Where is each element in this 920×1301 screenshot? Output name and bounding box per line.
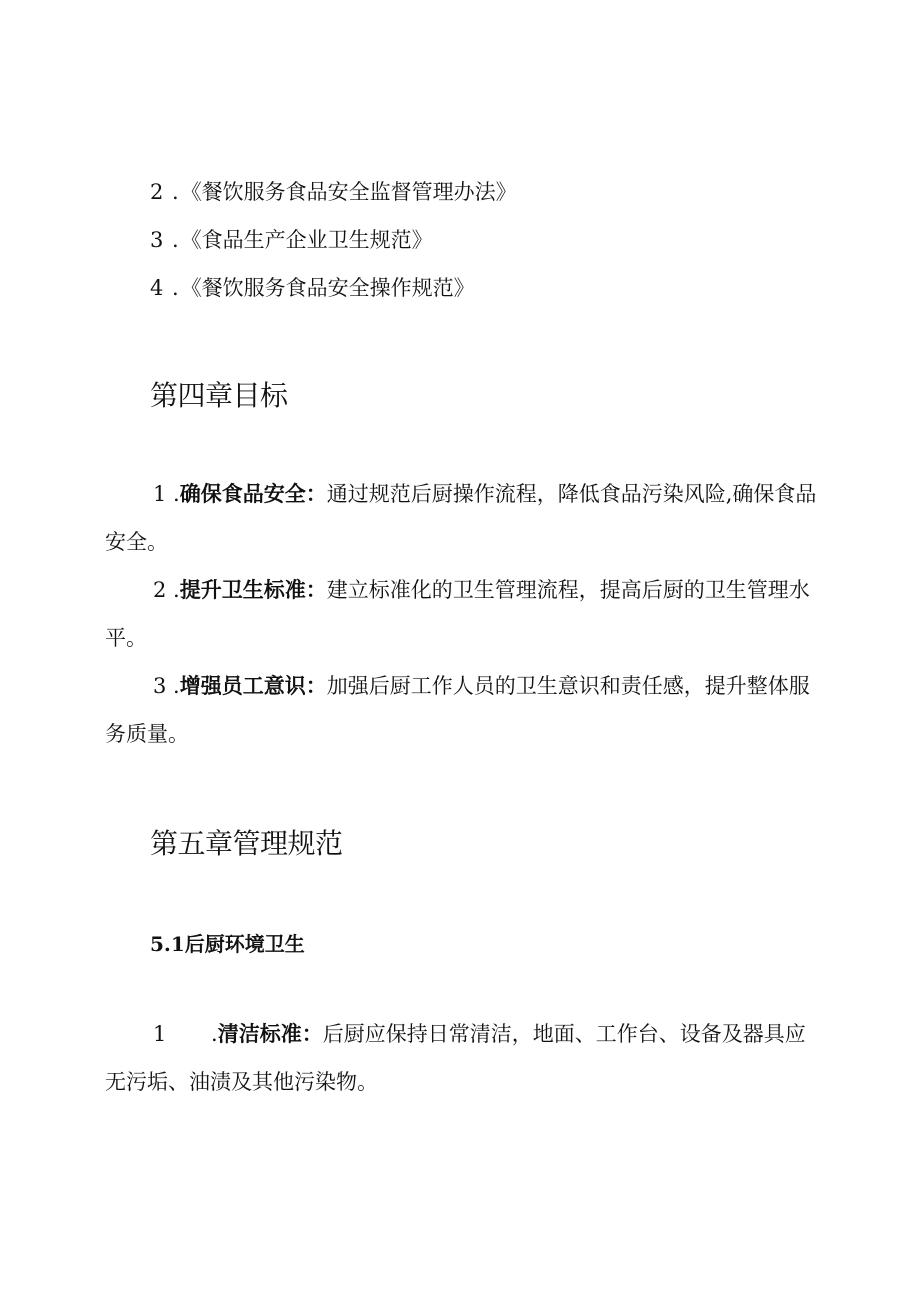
reference-item: 3 .《食品生产企业卫生规范》 [150,228,433,252]
goal-number: 3 [153,674,167,698]
reference-number: 2 [150,180,164,204]
goal-label: 提升卫生标准： [179,577,327,602]
goal-item: 3 .增强员工意识：加强后厨工作人员的卫生意识和责任感，提升整体服务质量。 [105,673,810,746]
section-title: 5.1后厨环境卫生 [150,932,305,956]
chapter-title: 第四章目标 [150,379,288,412]
rule-label: 清洁标准： [217,1021,323,1046]
goal-text: 建立标准化的卫生管理流程，提高后厨的卫生管理水平。 [105,578,810,650]
reference-title: 《餐饮服务食品安全操作规范》 [180,276,475,300]
reference-item: 2 .《餐饮服务食品安全监督管理办法》 [150,180,517,204]
reference-number: 3 [150,228,164,252]
goal-text: 通过规范后厨操作流程，降低食品污染风险,确保食品安全。 [105,482,817,554]
reference-item: 4 .《餐饮服务食品安全操作规范》 [150,276,475,300]
goal-number: 2 [153,578,167,602]
goal-number: 1 [153,482,167,506]
rule-text: 后厨应保持日常清洁，地面、工作台、设备及器具应无污垢、油渍及其他污染物。 [105,1022,806,1094]
goal-label: 增强员工意识： [179,673,327,698]
rule-number: 1 [153,1022,167,1046]
goal-item: 1 .确保食品安全：通过规范后厨操作流程，降低食品污染风险,确保食品安全。 [105,481,817,554]
rule-item: 1 .清洁标准：后厨应保持日常清洁，地面、工作台、设备及器具应无污垢、油渍及其他污染物。 [105,1021,806,1094]
chapter-title: 第五章管理规范 [150,827,343,860]
goal-item: 2 .提升卫生标准：建立标准化的卫生管理流程，提高后厨的卫生管理水平。 [105,577,810,650]
reference-title: 《食品生产企业卫生规范》 [180,228,433,252]
goal-text: 加强后厨工作人员的卫生意识和责任感，提升整体服务质量。 [105,674,810,746]
reference-title: 《餐饮服务食品安全监督管理办法》 [180,180,517,204]
goal-label: 确保食品安全： [179,481,327,506]
reference-number: 4 [150,276,164,300]
